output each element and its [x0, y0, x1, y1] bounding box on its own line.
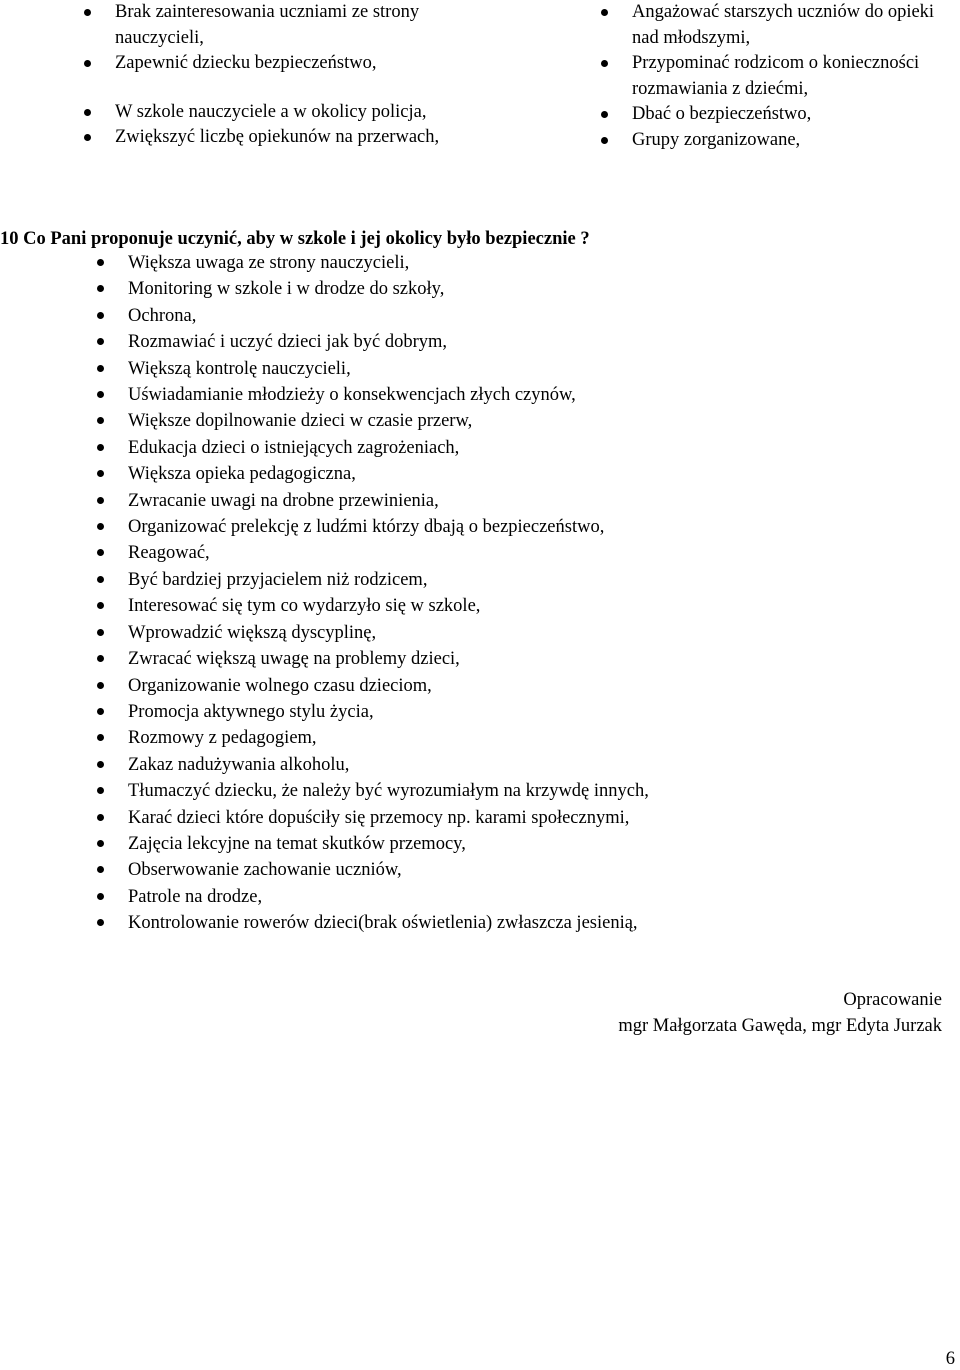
- list-item-text: Większą kontrolę nauczycieli,: [128, 358, 351, 379]
- bullet-icon: [97, 787, 104, 794]
- bullet-icon: [601, 137, 608, 144]
- left-bullet-list: [84, 0, 464, 151]
- page-number: 6: [945, 1349, 955, 1369]
- list-item: [97, 408, 857, 434]
- bullet-icon: [97, 338, 104, 345]
- list-item: [97, 250, 857, 276]
- list-item: [84, 125, 464, 151]
- right-column: [601, 0, 960, 153]
- list-item: [97, 329, 857, 355]
- list-item-text: Większe dopilnowanie dzieci w czasie przerw,: [128, 411, 473, 432]
- list-item-text: Monitoring w szkole i w drodze do szkoły,: [128, 279, 445, 300]
- list-item-text: Zapewnić dziecku bezpieczeństwo,: [115, 53, 377, 73]
- bullet-icon: [97, 259, 104, 266]
- list-item-text: Dbać o bezpieczeństwo,: [632, 104, 812, 124]
- list-item-text: Tłumaczyć dziecku, że należy być wyrozumiałym na krzywdę innych,: [128, 781, 649, 802]
- bullet-icon: [97, 629, 104, 636]
- list-item-text: Grupy zorganizowane,: [632, 129, 801, 150]
- list-item-text: Organizować prelekcję z ludźmi którzy dbają o bezpieczeństwo,: [128, 517, 605, 538]
- bullet-icon: [97, 655, 104, 662]
- bullet-icon: [97, 365, 104, 372]
- bullet-icon: [97, 919, 104, 926]
- list-item-text: Obserwowanie zachowanie uczniów,: [128, 860, 402, 881]
- bullet-icon: [97, 602, 104, 609]
- list-item-text: Organizowanie wolnego czasu dzieciom,: [128, 675, 432, 696]
- left-column: [84, 0, 464, 151]
- credits-block: [618, 988, 942, 1039]
- bullet-icon: [97, 734, 104, 741]
- list-item-text: Rozmawiać i uczyć dzieci jak być dobrym,: [128, 332, 447, 353]
- list-item-text: W szkole nauczyciele a w okolicy policja,: [115, 101, 427, 122]
- list-item-text: Brak zainteresowania uczniami ze strony nauczycieli,: [115, 2, 420, 48]
- list-item: [97, 514, 857, 540]
- bullet-icon: [84, 9, 91, 16]
- list-item-text: Wprowadzić większą dyscyplinę,: [128, 622, 377, 643]
- bullet-icon: [601, 60, 608, 67]
- list-item: [97, 831, 857, 857]
- bullet-icon: [601, 9, 608, 16]
- list-item-text: Zwracanie uwagi na drobne przewinienia,: [128, 490, 439, 511]
- list-item: [601, 128, 960, 154]
- list-item-text: Zwracać większą uwagę na problemy dzieci,: [128, 649, 460, 670]
- bullet-icon: [84, 109, 91, 116]
- bullet-icon: [97, 312, 104, 319]
- question-heading: 10 Co Pani proponuje uczynić, aby w szkole i jej okolicy było bezpiecznie ?: [0, 229, 590, 249]
- list-item-text: Promocja aktywnego stylu życia,: [128, 701, 374, 722]
- list-item-text: Przypominać rodzicom o konieczności rozmawiania z dziećmi,: [632, 53, 920, 99]
- bullet-icon: [97, 417, 104, 424]
- list-item: [601, 0, 960, 51]
- list-item-text: Zajęcia lekcyjne na temat skutków przemocy,: [128, 833, 466, 854]
- list-item-text: Karać dzieci które dopuściły się przemocy np. karami społecznymi,: [128, 807, 630, 828]
- list-item: [97, 488, 857, 514]
- list-item-text: Uświadamianie młodzieży o konsekwencjach złych czynów,: [128, 385, 576, 406]
- bullet-icon: [97, 523, 104, 530]
- list-item: [84, 100, 464, 126]
- list-item-text: Patrole na drodze,: [128, 886, 263, 907]
- bullet-icon: [84, 134, 91, 141]
- list-item-text: Edukacja dzieci o istniejących zagrożeniach,: [128, 437, 460, 458]
- list-item: [97, 540, 857, 566]
- answers-section: [97, 250, 857, 937]
- bullet-icon: [97, 840, 104, 847]
- list-item: [97, 910, 857, 936]
- list-item: [97, 593, 857, 619]
- list-item: [97, 356, 857, 382]
- list-item-text: Reagować,: [128, 543, 210, 564]
- list-item: [97, 778, 857, 804]
- list-item-text: Ochrona,: [128, 305, 197, 326]
- list-item: [97, 620, 857, 646]
- bullet-icon: [97, 576, 104, 583]
- list-item: [97, 567, 857, 593]
- list-item-text: Zakaz nadużywania alkoholu,: [128, 754, 350, 775]
- list-item: [84, 0, 464, 51]
- credits-label: Opracowanie: [843, 990, 942, 1010]
- list-item: [97, 725, 857, 751]
- bullet-icon: [97, 761, 104, 768]
- list-item-text: Rozmowy z pedagogiem,: [128, 728, 317, 749]
- bullet-icon: [97, 708, 104, 715]
- list-item-text: Angażować starszych uczniów do opieki nad młodszymi,: [632, 2, 935, 48]
- list-item: [84, 51, 464, 77]
- list-item: [97, 673, 857, 699]
- list-item: [97, 805, 857, 831]
- bullet-icon: [97, 470, 104, 477]
- list-item: [97, 646, 857, 672]
- list-item: [97, 857, 857, 883]
- right-bullet-list: [601, 0, 960, 153]
- list-item-text: Zwiększyć liczbę opiekunów na przerwach,: [115, 127, 440, 147]
- list-item-text: Interesować się tym co wydarzyło się w szkole,: [128, 596, 481, 617]
- list-item: [97, 382, 857, 408]
- list-item: [97, 276, 857, 302]
- bullet-icon: [97, 893, 104, 900]
- list-item: [601, 51, 960, 102]
- answers-bullet-list: [97, 250, 857, 937]
- list-item: [97, 435, 857, 461]
- bullet-icon: [97, 497, 104, 504]
- bullet-icon: [97, 444, 104, 451]
- list-item: [97, 752, 857, 778]
- bullet-icon: [97, 549, 104, 556]
- bullet-icon: [97, 814, 104, 821]
- list-item: [97, 884, 857, 910]
- list-item: [97, 699, 857, 725]
- list-item-text: Większa opieka pedagogiczna,: [128, 464, 356, 485]
- list-item: [97, 303, 857, 329]
- bullet-icon: [97, 391, 104, 398]
- bullet-icon: [97, 682, 104, 689]
- list-item-text: Być bardziej przyjacielem niż rodzicem,: [128, 569, 428, 590]
- bullet-icon: [97, 285, 104, 292]
- list-item-text: Kontrolowanie rowerów dzieci(brak oświetlenia) zwłaszcza jesienią,: [128, 913, 638, 934]
- list-item: [97, 461, 857, 487]
- list-item-text: Większa uwaga ze strony nauczycieli,: [128, 253, 410, 273]
- bullet-icon: [97, 866, 104, 873]
- credits-authors: mgr Małgorzata Gawęda, mgr Edyta Jurzak: [618, 1015, 942, 1036]
- bullet-icon: [601, 111, 608, 118]
- list-item: [601, 102, 960, 128]
- bullet-icon: [84, 60, 91, 67]
